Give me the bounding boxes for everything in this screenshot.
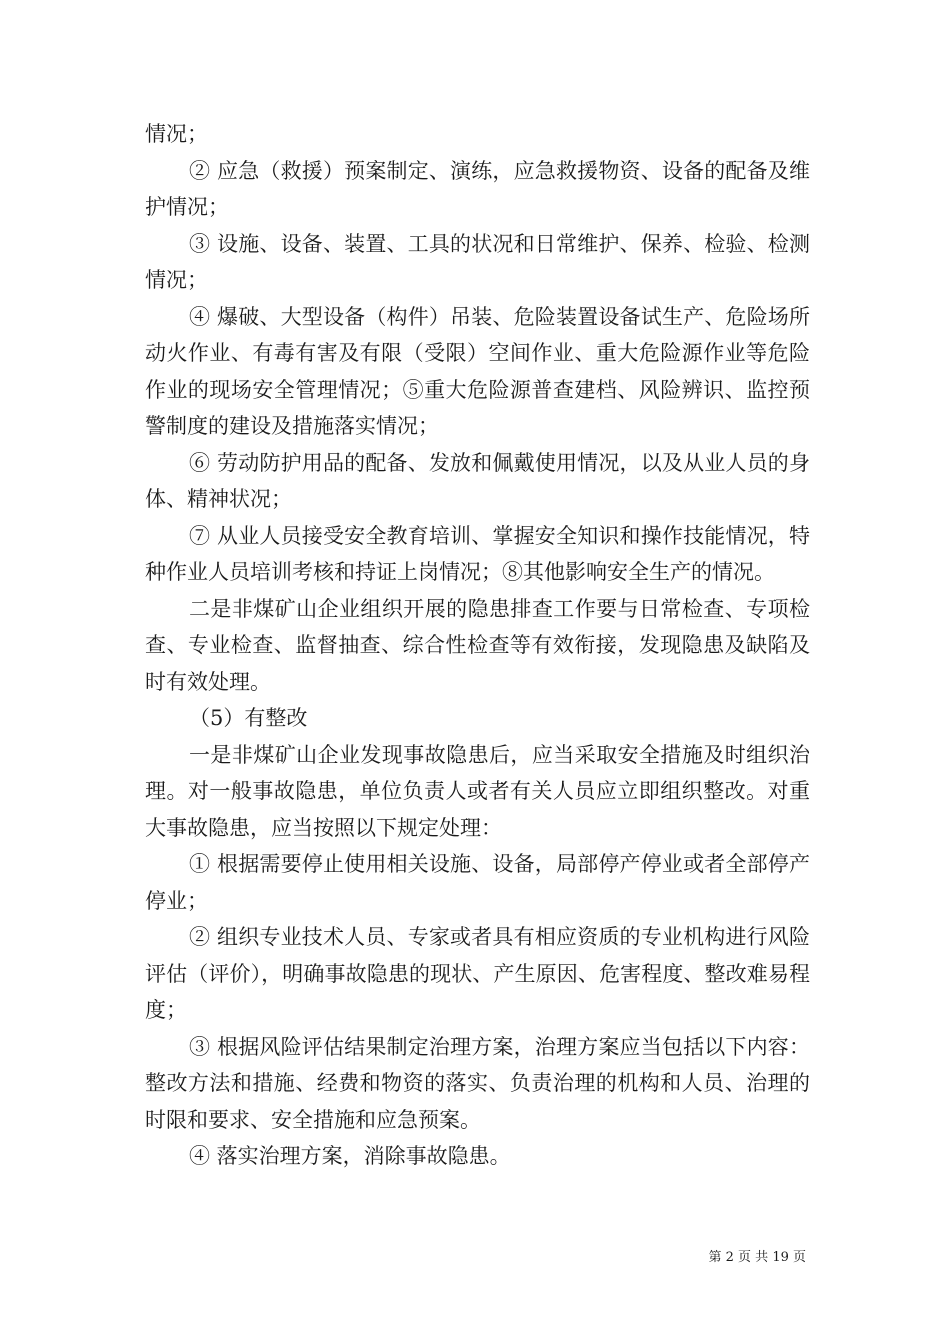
page-number-footer: 第 2 页 共 19 页 [708,1250,806,1265]
paragraph-step-1-stop-use: ① 根据需要停止使用相关设施、设备，局部停产停业或者全部停产停业； [145,852,810,913]
paragraph-step-2-risk-assessment: ② 组织专业技术人员、专家或者具有相应资质的专业机构进行风险评估（评价），明确事故隐患的现状、产生原因、危害程度、整改难易程度； [145,925,810,1022]
document-body [145,116,810,1175]
paragraph-rectification-intro: 一是非煤矿山企业发现事故隐患后，应当采取安全措施及时组织治理。对一般事故隐患，单位负责人或者有关人员应立即组织整改。对重大事故隐患，应当按照以下规定处理： [145,742,810,840]
paragraph-step-3-treatment-plan: ③ 根据风险评估结果制定治理方案，治理方案应当包括以下内容：整改方法和措施、经费和物资的落实、负责治理的机构和人员、治理的时限和要求、安全措施和应急预案。 [145,1034,810,1132]
paragraph-step-4-implement: ④ 落实治理方案，消除事故隐患。 [189,1144,511,1168]
section-heading-rectification: （5）有整改 [189,706,308,730]
paragraph-item-4-dangerous-work: ④ 爆破、大型设备（构件）吊装、危险装置设备试生产、危险场所动火作业、有毒有害及有限（受限）空间作业、重大危险源作业等危险作业的现场安全管理情况；⑤重大危险源普查建档、风险辨识、监控预警制度的建设及措施落实情况； [145,304,810,438]
paragraph-item-3-equipment: ③ 设施、设备、装置、工具的状况和日常维护、保养、检验、检测情况； [145,231,810,292]
paragraph-inspection-coordination: 二是非煤矿山企业组织开展的隐患排查工作要与日常检查、专项检查、专业检查、监督抽查、综合性检查等有效衔接，发现隐患及缺陷及时有效处理。 [145,596,810,694]
paragraph-continuation: 情况； [145,122,208,146]
paragraph-item-6-protective-equipment: ⑥ 劳动防护用品的配备、发放和佩戴使用情况，以及从业人员的身体、精神状况； [145,450,810,511]
paragraph-item-7-training: ⑦ 从业人员接受安全教育培训、掌握安全知识和操作技能情况，特种作业人员培训考核和持证上岗情况；⑧其他影响安全生产的情况。 [145,523,810,584]
paragraph-item-2-emergency-plan: ② 应急（救援）预案制定、演练，应急救援物资、设备的配备及维护情况； [145,158,810,219]
